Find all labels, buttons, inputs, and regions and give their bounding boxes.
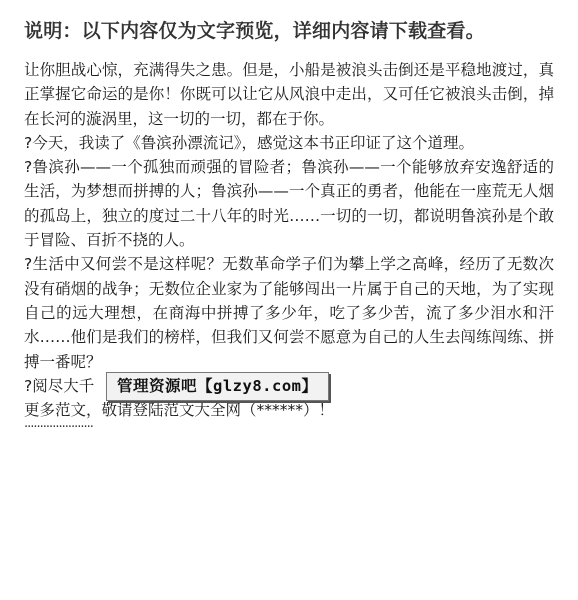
preview-notice: 说明：以下内容仅为文字预览，详细内容请下载查看。: [24, 20, 485, 42]
watermark-url: glzy8.com: [213, 376, 302, 395]
paragraph-1: 让你胆战心惊，充满得失之患。但是，小船是被浪头击倒还是平稳地渡过，真正掌握它命运的是你！你既可以让它从风浪中走出，又可任它被浪头击倒，掉在长河的漩涡里，这一切的一切，都在于你。: [24, 61, 554, 128]
partial-line-row: [24, 374, 554, 398]
dotted-separator: ······················: [24, 420, 93, 436]
watermark-text: 管理资源吧【: [117, 376, 214, 395]
document-body: [24, 58, 554, 434]
paragraph-4: ?生活中又何尝不是这样呢？无数革命学子们为攀上学之高峰，经历了无数次没有硝烟的战争；无数位企业家为了能够闯出一片属于自己的天地，为了实现自己的远大理想，在商海中拼搏了多少年，吃了多少苦，流了多少泪水和汗水……他们是我们的榜样，但我们又何尝不愿意为自己的人生去闯练闯练、拼搏一番呢？: [24, 255, 554, 371]
watermark-stamp: [106, 372, 329, 401]
watermark-close: 】: [301, 376, 318, 395]
partial-line: ?阅尽大千: [24, 376, 95, 395]
footer-line: 更多范文，敬请登陆范文大全网（******）！: [24, 401, 335, 420]
paragraph-3: ?鲁滨孙——一个孤独而顽强的冒险者；鲁滨孙——一个能够放弃安逸舒适的生活，为梦想而拼搏的人；鲁滨孙——一个真正的勇者，他能在一座荒无人烟的孤岛上，独立的度过二十八年的时光……一切的一切，都说明鲁滨孙是个敢于冒险、百折不挠的人。: [24, 158, 554, 250]
paragraph-2: ?今天，我读了《鲁滨孙漂流记》，感觉这本书正印证了这个道理。: [24, 133, 474, 152]
